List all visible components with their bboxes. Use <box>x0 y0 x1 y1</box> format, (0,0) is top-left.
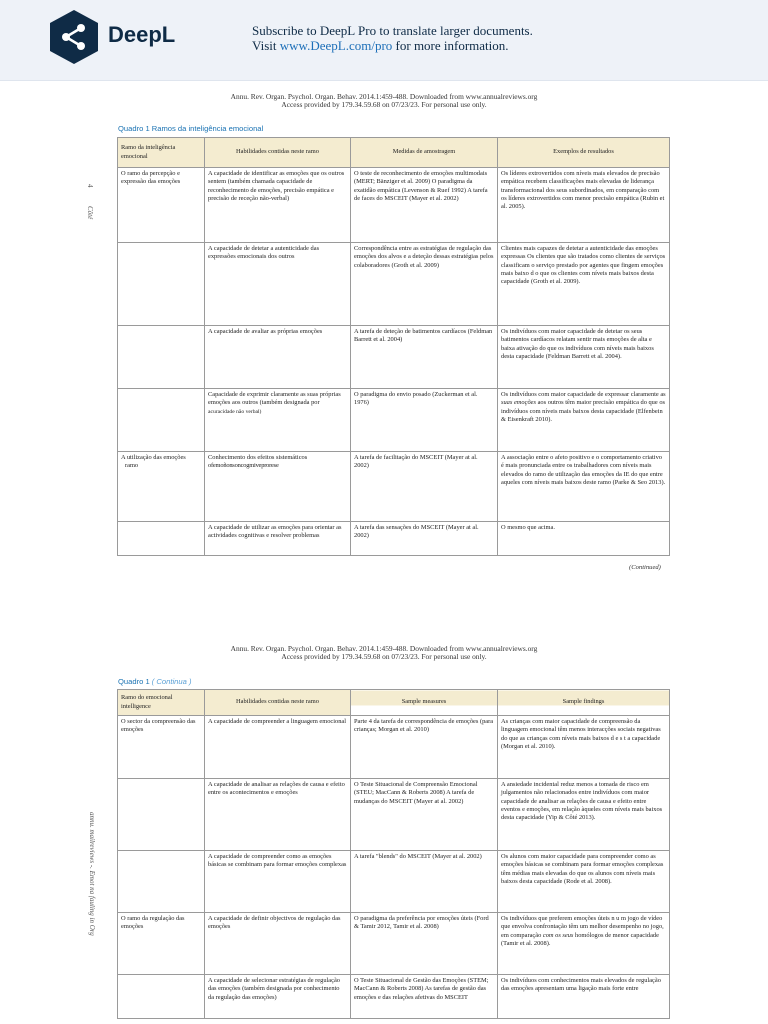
cell-branch <box>118 452 205 522</box>
cell-finding: A associação entre o afeto positivo e o comportamento criativo é mais pronunciada entre os trabalhadores com níveis mais elevados do ramo de utilização das emoções da IE do que entre aqueles com níveis mais baixos deste ramo (Parke & Seo 2013). <box>498 452 670 522</box>
cell-measure: Correspondência entre as estratégias de regulação das emoções dos alvos e a deteção dessas estratégias pelos colaboradores (Groth et al. 2009) <box>351 243 498 326</box>
promo-suffix: for more information. <box>392 38 509 53</box>
table-row <box>118 522 670 556</box>
cell-measure: O Teste Situacional de Compreensão Emocional (STEU; MacCann & Roberts 2008) A tarefa de mudanças do MSCEIT (Mayer at al. 2002) <box>351 779 498 851</box>
cell-branch <box>118 389 205 452</box>
cell-ability: A capacidade de utilizar as emoções para orientar as actividades cognitivas e resolver problemas <box>205 522 351 556</box>
cell-ability: A capacidade de detetar a autenticidade das expressões emocionais dos outros <box>205 243 351 326</box>
page2-header-line-1: Annu. Rev. Organ. Psychol. Organ. Behav. 2014.1:459-488. Downloaded from www.annualreviews.org <box>230 644 538 653</box>
cell-measure: A tarefa de facilitação do MSCEIT (Mayer at al. 2002) <box>351 452 498 522</box>
cell-ability <box>205 389 351 452</box>
col-header-branch: Ramo do emocional intelligence <box>118 690 205 716</box>
cell-branch <box>118 779 205 851</box>
table-continued-label: ( Continua ) <box>151 677 192 686</box>
promo-line-2 <box>252 38 533 53</box>
cell-finding: Os indivíduos com conhecimentos mais elevados de regulação das emoções apresentam uma ligação mais forte entre <box>498 975 670 1019</box>
table-header-row <box>118 690 670 716</box>
cell-ability <box>205 452 351 522</box>
page1-header-line-1: Annu. Rev. Organ. Psychol. Organ. Behav. 2014.1:459-488. Downloaded from www.annualreviews.org <box>230 92 538 101</box>
cell-branch <box>118 522 205 556</box>
col-header-abilities: Habilidades contidas neste ramo <box>205 690 351 716</box>
cell-finding: A ansiedade incidental reduz menos a tomada de risco em julgamentos não relacionados entre indivíduos com maior capacidade de analisar as relações de causa e efeito entre eventos e emoções, em relação àqueles com níveis mais baixos desta capacidade (Yip & Côté 2013). <box>498 779 670 851</box>
col-header-branch: Ramo da inteligência emocional <box>118 138 205 168</box>
col-header-findings: Exemplos de resultados <box>498 138 670 168</box>
ability-small-text: acuracidade não verbal) <box>208 408 262 415</box>
cell-ability: A capacidade de compreender a linguagem emocional <box>205 716 351 779</box>
cell-measure: O paradigma da preferência por emoções úteis (Ford & Tamir 2012, Tamir et al. 2008) <box>351 913 498 975</box>
cell-finding: As crianças com maior capacidade de compreensão da linguagem emocional têm menos interacções sociais negativas do que as crianças com níveis mais baixos d e s t a capacidade (Morgan et al. 2010). <box>498 716 670 779</box>
col-header-measures: Medidas de amostragem <box>351 138 498 168</box>
cell-measure: O teste de reconhecimento de emoções multimodais (MERT; Bänziger et al. 2009) O paradigma da exatidão empática (Levenson & Ruef 1992) A tarefa de faces do MSCEIT (Mayer et al. 2002) <box>351 168 498 243</box>
promo-text <box>252 23 533 53</box>
table-row <box>118 913 670 975</box>
cell-ability: A capacidade de definir objectivos de regulação das emoções <box>205 913 351 975</box>
col-header-abilities: Habilidades contidas neste ramo <box>205 138 351 168</box>
cell-finding: Os indivíduos com maior capacidade de detetar os seus batimentos cardíacos relatam sentir mais emoções de alta e baixa ativação do que os indivíduos com níveis mais baixos desta capacidade (Feldman Barrett et al. 2004). <box>498 326 670 389</box>
finding-text-b: aos outros têm maior precisão empática do que os indivíduos com níveis mais baixos desta capacidade (Elfenbein & Eisenkraft 2010). <box>501 399 665 423</box>
cell-finding <box>498 913 670 975</box>
cell-ability: A capacidade de identificar as emoções que os outros sentem (também chamada capacidade de reconhecimento de emoções, precisão empática e precisão de receção não-verbal) <box>205 168 351 243</box>
cell-ability: A capacidade de avaliar as próprias emoções <box>205 326 351 389</box>
cell-measure: O paradigma do envio posado (Zuckerman et al. 1976) <box>351 389 498 452</box>
cell-measure: O Teste Situacional de Gestão das Emoções (STEM; MacCann & Roberts 2008) As tarefas de gestão das emoções e das relações afetivas do MSCEIT <box>351 975 498 1019</box>
cell-finding: Clientes mais capazes de detetar a autenticidade das emoções expressas Os clientes que são tratados como clientes de serviços classificam o serviço prestado por agentes que fingem emoções mais baixo d o que os clientes com níveis mais baixos desta capacidade (Groth et al. 2009). <box>498 243 670 326</box>
table-row <box>118 975 670 1019</box>
ability-text: Conhecimento dos efeitos sistemáticos <box>208 454 308 461</box>
cell-measure: Parte 4 da tarefa de correspondência de emoções (para crianças; Morgan et al. 2010) <box>351 716 498 779</box>
page2-header-line-2: Access provided by 179.34.59.68 on 07/23/23. For personal use only. <box>281 652 487 661</box>
promo-prefix: Visit <box>252 38 280 53</box>
deepl-logo-text[interactable]: DeepL <box>108 22 176 47</box>
table-row <box>118 243 670 326</box>
table-row <box>118 452 670 522</box>
page1-table <box>117 137 670 556</box>
page1-continued-note: (Continued) <box>629 564 661 571</box>
table-row <box>118 326 670 389</box>
finding-italic: com os seus <box>542 931 574 939</box>
finding-text-b: homólogos de menor capacidade (Tamir et al. 2008). <box>501 931 659 947</box>
deepl-logo-icon[interactable] <box>48 9 100 65</box>
col-header-findings: Sample findings <box>498 690 670 716</box>
table-header-row <box>118 138 670 168</box>
table-row <box>118 716 670 779</box>
cell-measure: A tarefa "blends" do MSCEIT (Mayer at al. 2002) <box>351 851 498 913</box>
cell-ability: A capacidade de selecionar estratégias de regulação das emoções (também designada por conhecimento da regulação das emoções) <box>205 975 351 1019</box>
finding-text-a: Os indivíduos com maior capacidade de expressar claramente as <box>501 391 666 398</box>
page2-table-title <box>118 677 191 686</box>
cell-finding: O mesmo que acima. <box>498 522 670 556</box>
cell-ability: A capacidade de compreender como as emoções básicas se combinam para formar emoções complexas <box>205 851 351 913</box>
table-label: Quadro 1 <box>118 677 150 686</box>
table-row <box>118 779 670 851</box>
page2-side-text: annu. mailreviews -. Emot na fauling in Org <box>88 812 96 936</box>
page1-side-author: Côté <box>86 206 94 220</box>
ability-text: Capacidade de exprimir claramente as suas próprias emoções aos outros (também designada por <box>208 391 341 407</box>
cell-branch <box>118 975 205 1019</box>
cell-finding: Os alunos com maior capacidade para compreender como as emoções básicas se combinam para formar emoções complexas têm médias mais elevadas do que os alunos com níveis mais baixos desta capacidade (Rode et al. 2008). <box>498 851 670 913</box>
finding-text-a: Os indivíduos que preferem emoções úteis n u m jogo de vídeo que envolva confrontação têm um melhor desempenho no jogo, em comparação <box>501 915 664 939</box>
cell-branch <box>118 851 205 913</box>
page1-header-line-2: Access provided by 179.34.59.68 on 07/23/23. For personal use only. <box>281 100 487 109</box>
table-row <box>118 389 670 452</box>
table-row <box>118 851 670 913</box>
page1-table-title: Quadro 1 Ramos da inteligência emocional <box>118 124 264 133</box>
cell-ability: A capacidade de analisar as relações de causa e efeito entre os acontecimentos e emoções <box>205 779 351 851</box>
deepl-pro-link[interactable]: www.DeepL.com/pro <box>279 38 393 53</box>
col-header-measures: Sample measures <box>351 690 498 716</box>
ability-garbled-text: ofemoñonsoncogmiveprorese <box>208 462 279 470</box>
finding-italic: suas emoções <box>501 399 536 407</box>
cell-finding <box>498 389 670 452</box>
page2-table <box>117 689 670 1019</box>
cell-branch <box>118 243 205 326</box>
cell-measure: A tarefa de deteção de batimentos cardíacos (Feldman Barrett et al. 2004) <box>351 326 498 389</box>
branch-text-2: ramo <box>125 462 139 470</box>
cell-branch: O ramo da percepção e expressão das emoções <box>118 168 205 243</box>
page1-page-number: 4 <box>86 184 94 188</box>
cell-branch: O sector da compreensão das emoções <box>118 716 205 779</box>
branch-text: A utilização das emoções <box>121 454 186 461</box>
cell-branch: O ramo da regulação das emoções <box>118 913 205 975</box>
promo-line-1: Subscribe to DeepL Pro to translate larger documents. <box>252 23 533 38</box>
cell-branch <box>118 326 205 389</box>
cell-finding: Os líderes extrovertidos com níveis mais elevados de precisão empática recebem classificações mais elevadas de liderança transformacional dos seus subordinados, em comparação com os líderes extrovertidos com menor precisão empática (Rubin et al. 2005). <box>498 168 670 243</box>
deepl-banner <box>0 0 768 81</box>
cell-measure: A tarefa das sensações do MSCEIT (Mayer at al. 2002) <box>351 522 498 556</box>
table-row <box>118 168 670 243</box>
